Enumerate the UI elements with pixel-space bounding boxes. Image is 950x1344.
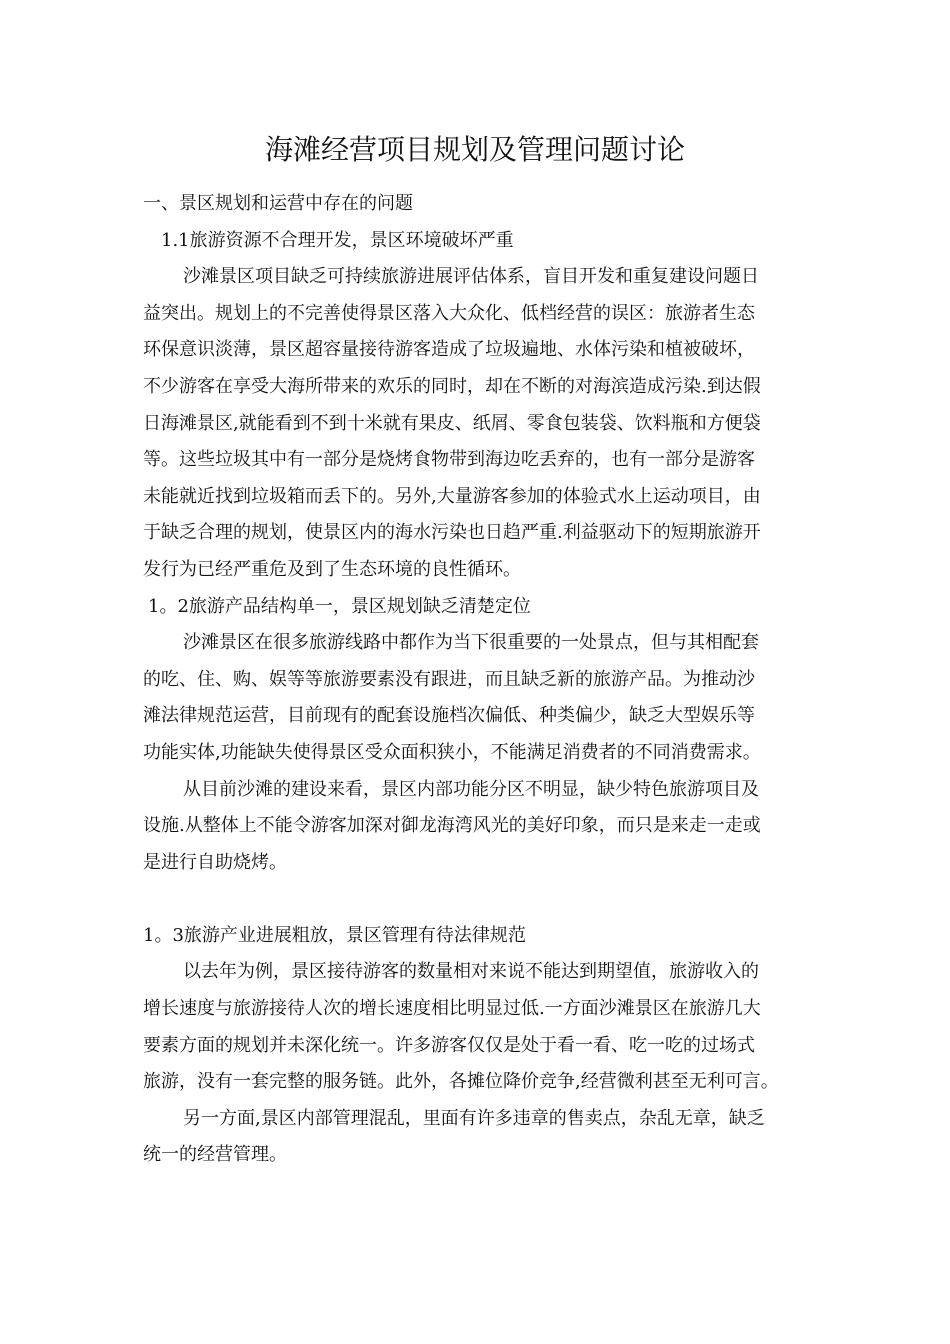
paragraph-line: 日海滩景区,就能看到不到十米就有果皮、纸屑、零食包装袋、饮料瓶和方便袋 <box>143 412 761 434</box>
document-title: 海滩经营项目规划及管理问题讨论 <box>264 133 685 166</box>
paragraph-line: 未能就近找到垃圾箱而丢下的。另外,大量游客参加的体验式水上运动项目，由 <box>143 485 761 507</box>
paragraph-line: 要素方面的规划并未深化统一。许多游客仅仅是处于看一看、吃一吃的过场式 <box>143 1034 755 1056</box>
subsection-heading: 1.1旅游资源不合理开发，景区环境破坏严重 <box>161 229 514 251</box>
paragraph-line: 不少游客在享受大海所带来的欢乐的同时，却在不断的对海滨造成污染.到达假 <box>143 375 761 397</box>
paragraph-line: 的吃、住、购、娱等等旅游要素没有跟进，而且缺乏新的旅游产品。为推动沙 <box>143 668 755 690</box>
paragraph-line: 以去年为例，景区接待游客的数量相对来说不能达到期望值，旅游收入的 <box>183 961 759 983</box>
paragraph-line: 设施.从整体上不能令游客加深对御龙海湾风光的美好印象，而只是来走一走或 <box>143 815 761 837</box>
blank-line <box>143 881 823 918</box>
paragraph-line: 统一的经营管理。 <box>143 1144 287 1166</box>
paragraph-line: 等。这些垃圾其中有一部分是烧烤食物带到海边吃丢弃的，也有一部分是游客 <box>143 449 755 471</box>
paragraph-line: 沙滩景区在很多旅游线路中都作为当下很重要的一处景点，但与其相配套 <box>183 632 759 654</box>
paragraph-line: 功能实体,功能缺失使得景区受众面积狭小，不能满足消费者的不同消费需求。 <box>143 741 761 763</box>
paragraph-line: 从目前沙滩的建设来看，景区内部功能分区不明显，缺少特色旅游项目及 <box>183 778 759 800</box>
paragraph-line: 发行为已经严重危及到了生态环境的良性循环。 <box>143 558 521 580</box>
subsection-heading: 1。3旅游产业进展粗放，景区管理有待法律规范 <box>143 924 526 946</box>
paragraph-line: 是进行自助烧烤。 <box>143 851 287 873</box>
paragraph-line: 于缺乏合理的规划，使景区内的海水污染也日趋严重.利益驱动下的短期旅游开 <box>143 522 761 544</box>
paragraph-line: 另一方面,景区内部管理混乱，里面有许多违章的售卖点，杂乱无章，缺乏 <box>183 1107 765 1129</box>
paragraph-line: 益突出。规划上的不完善使得景区落入大众化、低档经营的误区：旅游者生态 <box>143 302 755 324</box>
paragraph-line: 增长速度与旅游接待人次的增长速度相比明显过低.一方面沙滩景区在旅游几大 <box>143 998 761 1020</box>
paragraph-line: 环保意识淡薄，景区超容量接待游客造成了垃圾遍地、水体污染和植被破坏， <box>143 339 755 361</box>
section-heading: 一、景区规划和运营中存在的问题 <box>143 193 413 214</box>
document-body <box>143 186 823 1174</box>
paragraph-line: 沙滩景区项目缺乏可持续旅游进展评估体系，盲目开发和重复建设问题日 <box>183 266 759 288</box>
subsection-heading: 1。2旅游产品结构单一，景区规划缺乏清楚定位 <box>148 595 531 617</box>
paragraph-line: 旅游，没有一套完整的服务链。此外，各摊位降价竞争,经营微利甚至无利可言。 <box>143 1071 779 1093</box>
paragraph-line: 滩法律规范运营，目前现有的配套设施档次偏低、种类偏少，缺乏大型娱乐等 <box>143 705 755 727</box>
